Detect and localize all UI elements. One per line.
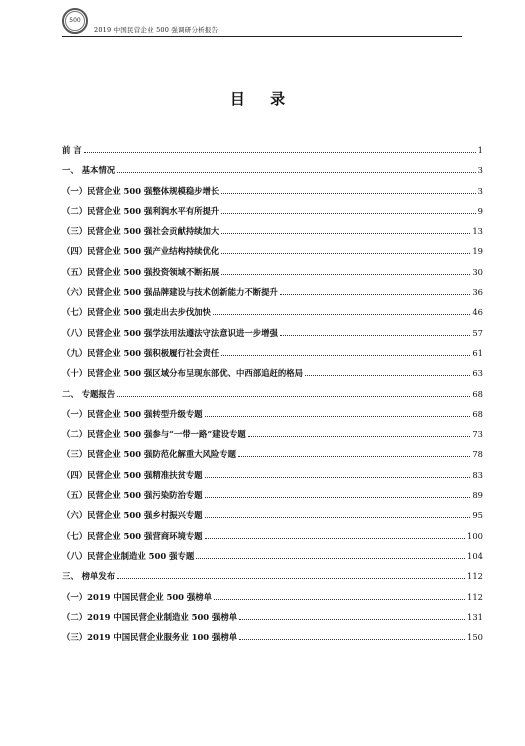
toc-entry-title: （六）民营企业 500 强品牌建设与技术创新能力不断提升 xyxy=(62,287,278,298)
toc-entry[interactable] xyxy=(62,526,483,546)
dot-leader xyxy=(221,212,475,214)
toc-entry-page-number: 112 xyxy=(467,591,483,602)
toc-entry-title: 一、 基本情况 xyxy=(62,165,116,176)
toc-entry[interactable] xyxy=(62,384,483,404)
toc-entry-title: （三）2019 中国民营企业服务业 100 强榜单 xyxy=(62,632,238,643)
toc-entry-page-number: 30 xyxy=(472,266,483,277)
toc-entry-page-number: 104 xyxy=(467,550,483,561)
toc-entry-title: （十）民营企业 500 强区域分布呈现东部优、中西部追赶的格局 xyxy=(62,368,304,379)
toc-entry-page-number: 61 xyxy=(472,347,483,358)
dot-leader xyxy=(196,557,465,559)
toc-entry[interactable] xyxy=(62,465,483,485)
toc-entry-page-number: 3 xyxy=(477,165,483,176)
table-of-contents xyxy=(62,140,483,647)
toc-entry[interactable] xyxy=(62,282,483,302)
dot-leader xyxy=(117,395,470,397)
toc-entry[interactable] xyxy=(62,607,483,627)
toc-entry-title: （五）民营企业 500 强投资领域不断拓展 xyxy=(62,266,220,277)
toc-entry-title: （九）民营企业 500 强积极履行社会责任 xyxy=(62,347,220,358)
dot-leader xyxy=(248,435,471,437)
dot-leader xyxy=(205,476,471,478)
toc-entry-title: （二）民营企业 500 强利润水平有所提升 xyxy=(62,205,220,216)
toc-entry-title: 二、 专题报告 xyxy=(62,388,116,399)
toc-entry-title: （一）2019 中国民营企业 500 强榜单 xyxy=(62,591,213,602)
page-title: 目 录 xyxy=(229,90,296,108)
dot-leader xyxy=(214,598,465,600)
toc-entry[interactable] xyxy=(62,323,483,343)
dot-leader xyxy=(117,577,465,579)
toc-entry-title: （一）民营企业 500 强整体规模稳步增长 xyxy=(62,185,220,196)
toc-entry-page-number: 1 xyxy=(477,145,483,155)
toc-entry-title: 前 言 xyxy=(62,145,82,155)
toc-entry-title: （七）民营企业 500 强走出去步伐加快 xyxy=(62,307,211,318)
toc-entry[interactable] xyxy=(62,241,483,261)
dot-leader xyxy=(205,496,471,498)
toc-entry-page-number: 112 xyxy=(467,571,483,582)
logo-icon xyxy=(62,8,88,34)
dot-leader xyxy=(305,374,470,376)
dot-leader xyxy=(280,334,470,336)
toc-entry-title: （八）民营企业 500 强学法用法遵法守法意识进一步增强 xyxy=(62,327,278,338)
toc-entry-title: （一）民营企业 500 强转型升级专题 xyxy=(62,408,203,419)
dot-leader xyxy=(221,354,470,356)
toc-entry[interactable] xyxy=(62,363,483,383)
toc-entry[interactable] xyxy=(62,221,483,241)
toc-entry[interactable] xyxy=(62,181,483,201)
toc-entry[interactable] xyxy=(62,485,483,505)
toc-entry-page-number: 63 xyxy=(472,368,483,379)
dot-leader xyxy=(213,313,470,315)
toc-entry-title: （三）民营企业 500 强防范化解重大风险专题 xyxy=(62,449,237,460)
toc-entry[interactable] xyxy=(62,444,483,464)
toc-entry-page-number: 89 xyxy=(472,490,483,501)
toc-entry-page-number: 36 xyxy=(472,287,483,298)
page-header xyxy=(62,8,462,38)
dot-leader xyxy=(205,415,471,417)
toc-entry-page-number: 9 xyxy=(477,205,483,216)
toc-entry[interactable] xyxy=(62,140,483,160)
toc-entry-title: （四）民营企业 500 强产业结构持续优化 xyxy=(62,246,220,257)
dot-leader xyxy=(239,618,465,620)
toc-entry[interactable] xyxy=(62,262,483,282)
toc-entry[interactable] xyxy=(62,302,483,322)
dot-leader xyxy=(238,455,470,457)
toc-entry[interactable] xyxy=(62,160,483,180)
dot-leader xyxy=(117,171,475,173)
toc-entry-page-number: 73 xyxy=(472,429,483,440)
dot-leader xyxy=(221,273,470,275)
toc-entry-page-number: 150 xyxy=(467,632,483,643)
toc-entry-page-number: 13 xyxy=(472,226,483,237)
toc-entry-title: （四）民营企业 500 强精准扶贫专题 xyxy=(62,469,203,480)
toc-entry[interactable] xyxy=(62,404,483,424)
toc-entry-title: （二）民营企业 500 强参与“一带一路”建设专题 xyxy=(62,429,246,440)
toc-entry[interactable] xyxy=(62,505,483,525)
dot-leader xyxy=(280,293,470,295)
toc-entry-page-number: 68 xyxy=(472,408,483,419)
toc-entry-page-number: 68 xyxy=(472,388,483,399)
dot-leader xyxy=(239,638,465,640)
toc-entry-title: （五）民营企业 500 强污染防治专题 xyxy=(62,490,203,501)
toc-entry[interactable] xyxy=(62,546,483,566)
logo-badge: 500 xyxy=(65,11,85,31)
toc-entry-page-number: 46 xyxy=(472,307,483,318)
toc-entry[interactable] xyxy=(62,343,483,363)
toc-entry-page-number: 100 xyxy=(467,530,483,541)
running-title: 2019 中国民营企业 500 强调研分析报告 xyxy=(94,26,219,34)
toc-entry[interactable] xyxy=(62,627,483,647)
toc-entry-title: 三、 榜单发布 xyxy=(62,571,116,582)
toc-entry-page-number: 57 xyxy=(472,327,483,338)
dot-leader xyxy=(205,516,471,518)
toc-entry[interactable] xyxy=(62,201,483,221)
toc-entry[interactable] xyxy=(62,424,483,444)
toc-entry-title: （六）民营企业 500 强乡村振兴专题 xyxy=(62,510,203,521)
toc-entry-title: （八）民营企业制造业 500 强专题 xyxy=(62,550,195,561)
dot-leader xyxy=(221,252,470,254)
toc-entry-title: （三）民营企业 500 强社会贡献持续加大 xyxy=(62,226,220,237)
dot-leader xyxy=(221,192,475,194)
dot-leader xyxy=(221,232,470,234)
toc-entry-page-number: 131 xyxy=(467,611,483,622)
toc-entry-page-number: 78 xyxy=(472,449,483,460)
toc-entry-page-number: 3 xyxy=(477,185,483,196)
toc-entry-page-number: 19 xyxy=(472,246,483,257)
dot-leader xyxy=(84,151,476,153)
toc-entry[interactable] xyxy=(62,566,483,586)
toc-entry-title: （二）2019 中国民营企业制造业 500 强榜单 xyxy=(62,611,238,622)
toc-entry[interactable] xyxy=(62,587,483,607)
toc-entry-title: （七）民营企业 500 强营商环境专题 xyxy=(62,530,203,541)
toc-entry-page-number: 95 xyxy=(472,510,483,521)
dot-leader xyxy=(205,537,465,539)
toc-entry-page-number: 83 xyxy=(472,469,483,480)
header-divider xyxy=(62,36,462,37)
